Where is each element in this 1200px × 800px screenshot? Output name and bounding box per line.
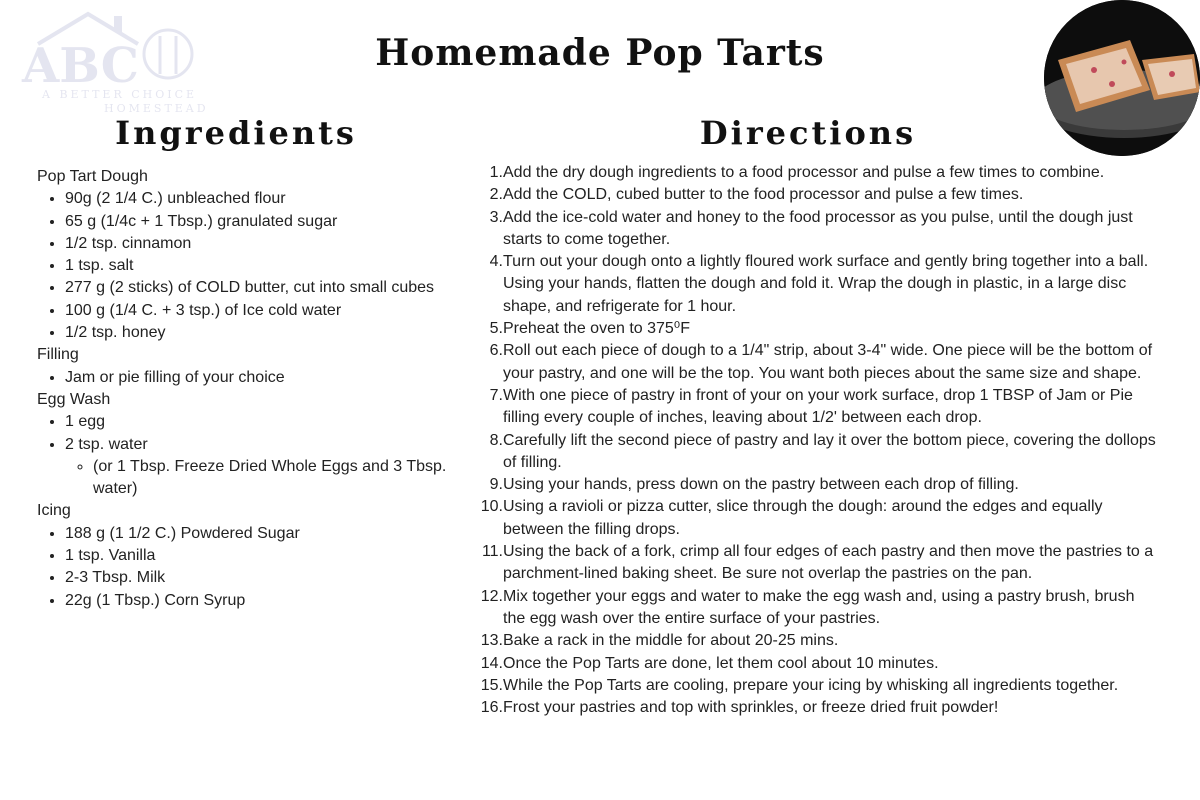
directions-list	[476, 162, 1156, 719]
sub-list-item: ◦ (or 1 Tbsp. Freeze Dried Whole Eggs and 3 Tbsp. water)	[93, 456, 457, 501]
list-item: • 2-3 Tbsp. Milk	[65, 567, 457, 589]
svg-text:ABC: ABC	[22, 38, 139, 94]
direction-step: 7. With one piece of pastry in front of your on your work surface, drop 1 TBSP of Jam or Pie filling every couple of inches, leaving about 1/2' between each drop.	[489, 386, 1133, 427]
direction-step: 9. Using your hands, press down on the pastry between each drop of filling.	[489, 476, 1019, 494]
list-item: • 100 g (1/4 C. + 3 tsp.) of Ice cold water	[65, 300, 457, 322]
dough-items	[37, 188, 457, 344]
list-item: • 277 g (2 sticks) of COLD butter, cut into small cubes	[65, 277, 457, 299]
direction-step: 11. Using the back of a fork, crimp all four edges of each pastry and then move the pastries to a parchment-lined baking sheet. Be sure not overlap the pastries on the pan.	[481, 543, 1154, 583]
list-item: • 1 tsp. Vanilla	[65, 545, 457, 567]
direction-step: 15. While the Pop Tarts are cooling, prepare your icing by whisking all ingredients together.	[480, 676, 1119, 694]
direction-step: 13. Bake a rack in the middle for about 20-25 mins.	[480, 632, 839, 650]
list-item-text: 2 tsp. water	[65, 435, 148, 453]
pop-tart-illustration	[1044, 0, 1200, 156]
ingredients-heading: Ingredients	[115, 114, 357, 152]
direction-step: 8. Carefully lift the second piece of pastry and lay it over the bottom piece, covering the dollops of filling.	[489, 431, 1156, 471]
list-item: • 1 tsp. salt	[65, 255, 457, 277]
direction-step: 1. Add the dry dough ingredients to a food processor and pulse a few times to combine.	[489, 164, 1105, 181]
icing-items	[37, 523, 457, 612]
list-item: • 1 egg	[65, 411, 457, 433]
egg-wash-sub-items	[65, 456, 457, 501]
list-item: • 65 g (1/4c + 1 Tbsp.) granulated sugar	[65, 211, 457, 233]
svg-text:A BETTER CHOICE: A BETTER CHOICE	[42, 88, 198, 101]
svg-text:HOMESTEAD: HOMESTEAD	[104, 102, 209, 114]
direction-step: 10. Using a ravioli or pizza cutter, slice through the dough: around the edges and equally between the filling drops.	[480, 498, 1103, 538]
page-title: Homemade Pop Tarts	[375, 32, 825, 74]
egg-wash-items	[37, 411, 457, 500]
directions-heading: Directions	[699, 114, 917, 152]
list-item: • 1/2 tsp. cinnamon	[65, 233, 457, 255]
direction-step: 6. Roll out each piece of dough to a 1/4" strip, about 3-4" wide. One piece will be the bottom of your pastry, and one will be the top. You want both pieces about the same size and shape.	[489, 342, 1153, 382]
direction-step: 5. Preheat the oven to 375⁰F	[489, 320, 690, 338]
egg-wash-group-label: Egg Wash	[37, 390, 111, 408]
pop-tart-photo	[1044, 0, 1200, 156]
list-item: • 90g (2 1/4 C.) unbleached flour	[65, 188, 457, 210]
dough-group-label: Pop Tart Dough	[37, 168, 148, 185]
filling-items	[37, 367, 457, 389]
direction-step: 16. Frost your pastries and top with sprinkles, or freeze dried fruit powder!	[480, 699, 999, 717]
direction-step: 12. Mix together your eggs and water to make the egg wash and, using a pastry brush, brush the egg wash over the entire surface of your pastries.	[480, 587, 1135, 627]
list-item	[65, 434, 457, 501]
list-item: • 1/2 tsp. honey	[65, 322, 457, 344]
direction-step: 2. Add the COLD, cubed butter to the food processor and pulse a few times.	[489, 186, 1024, 204]
filling-group-label: Filling	[37, 346, 79, 364]
ingredients-list	[37, 166, 457, 612]
list-item: • 22g (1 Tbsp.) Corn Syrup	[65, 590, 457, 612]
icing-group-label: Icing	[37, 502, 71, 520]
list-item: • 188 g (1 1/2 C.) Powdered Sugar	[65, 523, 457, 545]
direction-step: 4. Turn out your dough onto a lightly floured work surface and gently bring together into a ball. Using your hands, flatten the dough and fold it. Wrap the dough in plastic, in a large disc shape, and refrigerate for 1 hour.	[489, 253, 1149, 315]
direction-step: 14. Once the Pop Tarts are done, let them cool about 10 minutes.	[480, 654, 939, 672]
list-item: • Jam or pie filling of your choice	[65, 367, 457, 389]
direction-step: 3. Add the ice-cold water and honey to the food processor as you pulse, until the dough just starts to come together.	[489, 208, 1133, 248]
